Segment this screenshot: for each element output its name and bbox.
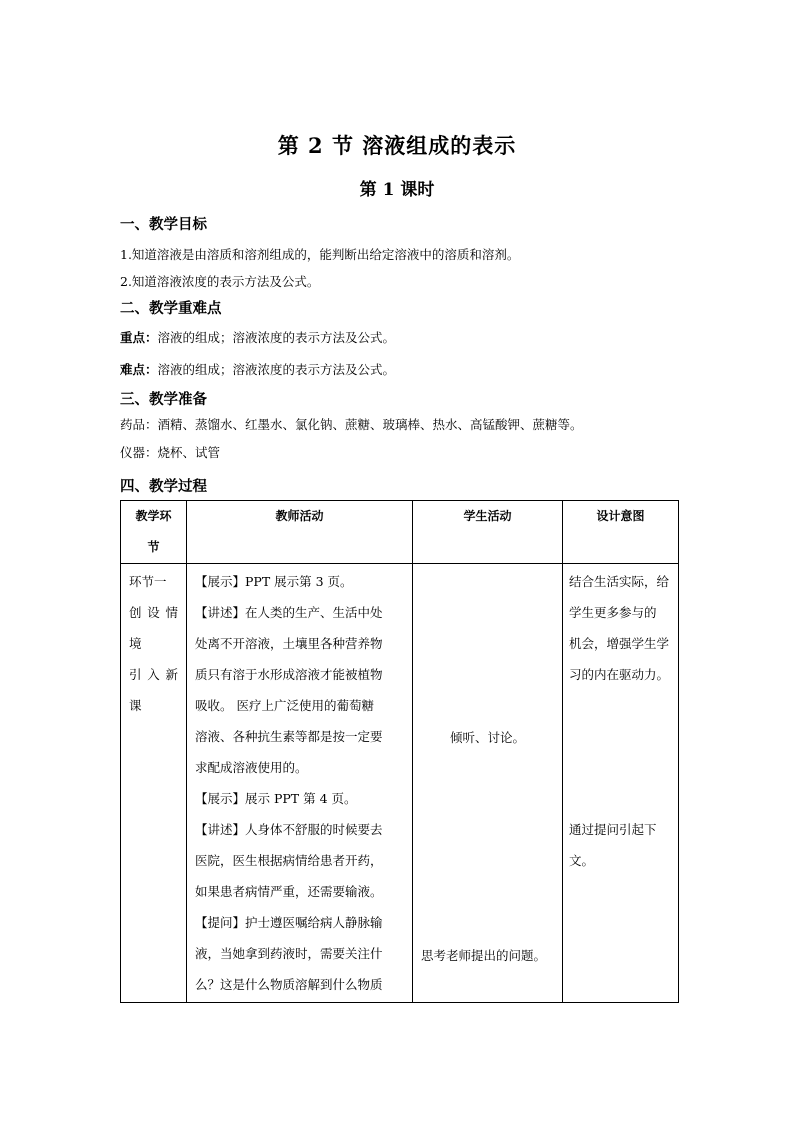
section-heading-objectives: 一、教学目标: [120, 216, 207, 233]
stage-line: 课: [129, 698, 142, 713]
header-student: 学生活动: [413, 501, 563, 564]
stage-cell: [121, 564, 187, 1003]
design-line: 通过提问引起下: [569, 822, 657, 837]
teacher-line: 【展示】PPT 展示第 3 页。: [195, 574, 353, 589]
key-point-label: 重点：: [120, 330, 158, 345]
student-activity-2: 思考老师提出的问题。: [421, 948, 547, 963]
student-activity-cell: [413, 564, 563, 1003]
design-intent-cell: [563, 564, 679, 1003]
section-heading-key-points: 二、教学重难点: [120, 300, 222, 317]
design-line: 结合生活实际，给: [569, 574, 670, 589]
header-design: 设计意图: [563, 501, 679, 564]
teacher-line: 质只有溶于水形成溶液才能被植物: [195, 667, 383, 682]
teacher-line: 液，当她拿到药液时，需要关注什: [195, 946, 383, 961]
stage-line: 创 设 情: [129, 605, 178, 620]
teacher-line: 处离不开溶液，土壤里各种营养物: [195, 636, 383, 651]
teacher-line: 吸收。 医疗上广泛使用的葡萄糖: [195, 698, 374, 713]
table-header-row: [121, 501, 679, 564]
teaching-process-table: [120, 500, 679, 1003]
preparation-instruments: 仪器：烧杯、试管: [120, 445, 221, 460]
page-subtitle: 第 1 课时: [359, 180, 435, 200]
difficult-point-text: 溶液的组成；溶液浓度的表示方法及公式。: [157, 362, 396, 377]
key-point-text: 溶液的组成；溶液浓度的表示方法及公式。: [157, 330, 396, 345]
teacher-line: 么？这是什么物质溶解到什么物质: [195, 977, 383, 992]
teacher-line: 【展示】展示 PPT 第 4 页。: [195, 791, 357, 806]
objective-item-1: 1.知道溶液是由溶质和溶剂组成的，能判断出给定溶液中的溶质和溶剂。: [120, 247, 520, 262]
objective-item-2: 2.知道溶液浓度的表示方法及公式。: [120, 274, 320, 289]
teacher-activity-cell: [187, 564, 413, 1003]
section-heading-preparation: 三、教学准备: [120, 391, 207, 408]
teacher-line: 【讲述】在人类的生产、生活中处: [195, 605, 383, 620]
teacher-line: 求配成溶液使用的。: [195, 760, 308, 775]
teacher-line: 医院，医生根据病情给患者开药，: [195, 853, 383, 868]
design-line: 习的内在驱动力。: [569, 667, 670, 682]
teacher-line: 【讲述】人身体不舒服的时候要去: [195, 822, 383, 837]
stage-line: 环节一: [129, 574, 167, 589]
header-stage-line-2: 节: [147, 540, 160, 554]
header-teacher: 教师活动: [187, 501, 413, 564]
header-stage: [121, 501, 187, 564]
difficult-point: [120, 360, 395, 378]
teacher-line: 溶液、各种抗生素等都是按一定要: [195, 729, 383, 744]
student-activity-1: 倾听、讨论。: [449, 730, 525, 745]
stage-line: 境: [129, 636, 142, 651]
teacher-line: 【提问】护士遵医嘱给病人静脉输: [195, 915, 383, 930]
table-row: [121, 564, 679, 1003]
preparation-drugs: 药品：酒精、蒸馏水、红墨水、氯化钠、蔗糖、玻璃棒、热水、高锰酸钾、蔗糖等。: [120, 417, 583, 432]
page-title: 第 2 节 溶液组成的表示: [277, 133, 517, 158]
design-line: 学生更多参与的: [569, 605, 657, 620]
difficult-point-label: 难点：: [120, 362, 158, 377]
design-line: 文。: [569, 853, 595, 868]
key-point: [120, 328, 395, 346]
stage-line: 引 入 新: [129, 667, 178, 682]
section-heading-process: 四、教学过程: [120, 478, 207, 495]
header-stage-line-1: 教学环: [135, 509, 172, 523]
teacher-line: 如果患者病情严重，还需要输液。: [195, 884, 383, 899]
design-line: 机会，增强学生学: [569, 636, 670, 651]
